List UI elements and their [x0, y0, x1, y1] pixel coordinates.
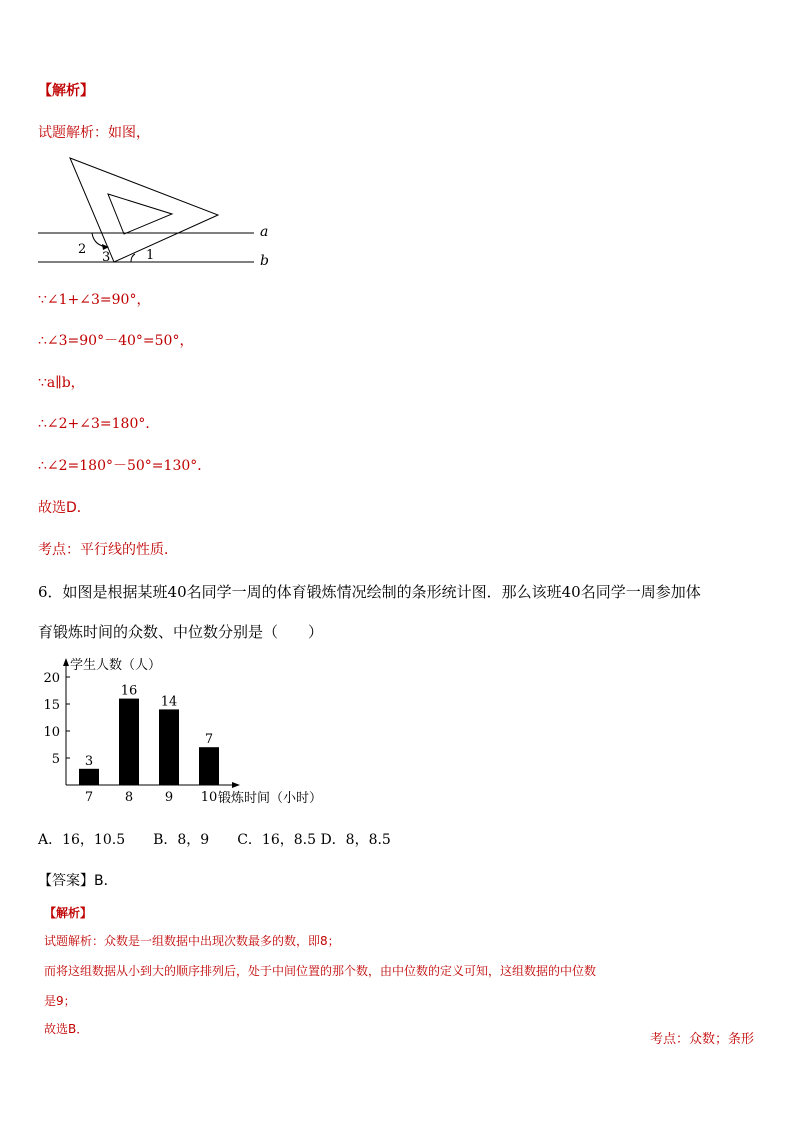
x-tick-label: 7 — [84, 790, 94, 805]
bar-value-label: 3 — [84, 753, 94, 769]
bar-value-label: 14 — [160, 694, 178, 710]
step-3: ∵a∥b， — [38, 375, 85, 391]
x-axis-label: 锻炼时间（小时） — [218, 791, 323, 806]
label-3: 3 — [102, 250, 111, 265]
label-a: a — [260, 224, 269, 240]
step-2: ∴∠3=90°－40°=50°， — [38, 333, 194, 349]
x-tick-label: 8 — [124, 790, 134, 805]
y-tick-label: 15 — [43, 698, 60, 713]
step-1: ∵∠1+∠3=90°， — [38, 292, 151, 308]
bar — [79, 769, 99, 785]
kaodian-line: 考点：平行线的性质． — [38, 542, 178, 558]
y-tick-label: 20 — [43, 671, 60, 686]
choice-line: 故选D． — [38, 500, 91, 516]
y-axis-label: 学生人数（人） — [70, 658, 162, 673]
analysis-2-heading: 【解析】 — [44, 906, 93, 920]
analysis-heading: 【解析】 — [38, 83, 94, 99]
bar — [119, 699, 139, 785]
chart-bars — [79, 699, 219, 785]
analysis-2-line-3: 是9； — [44, 994, 76, 1008]
y-tick-label: 5 — [51, 752, 60, 767]
bar — [199, 747, 219, 785]
step-4: ∴∠2+∠3=180°． — [38, 416, 160, 432]
label-b: b — [260, 253, 269, 268]
label-2: 2 — [78, 242, 87, 257]
label-1: 1 — [146, 248, 155, 263]
angle-1-arc — [131, 254, 135, 262]
question-6-line-2: 育锻炼时间的众数、中位数分别是（ ） — [38, 623, 324, 641]
outer-triangle — [70, 158, 218, 262]
bar-value-label: 7 — [204, 732, 214, 748]
bar-value-label: 16 — [120, 683, 138, 699]
y-axis-arrow — [63, 658, 69, 666]
bar-chart — [38, 652, 338, 812]
bar — [159, 709, 179, 785]
inner-triangle — [108, 194, 172, 234]
parallel-lines-triangle-figure — [36, 150, 276, 268]
answer-options: A．16，10.5 B．8，9 C．16，8.5 D．8，8.5 — [38, 832, 391, 848]
y-tick-label: 10 — [43, 725, 60, 740]
analysis-2-line-1: 试题解析：众数是一组数据中出现次数最多的数，即8； — [44, 934, 340, 948]
answer-line: 【答案】B． — [38, 873, 118, 889]
x-tick-label: 10 — [200, 790, 218, 805]
question-6-line-1: 6．如图是根据某班40名同学一周的体育锻炼情况绘制的条形统计图．那么该班40名同学一周参加体 — [38, 583, 701, 601]
step-5: ∴∠2=180°－50°=130°． — [38, 458, 212, 474]
x-tick-label: 9 — [164, 790, 174, 805]
analysis-intro: 试题解析：如图， — [38, 125, 150, 141]
angle-2-arc — [92, 233, 108, 247]
x-axis-arrow — [232, 782, 240, 788]
analysis-2-choice: 故选B． — [44, 1022, 89, 1036]
kaodian-2: 考点：众数；条形 — [650, 1032, 755, 1047]
analysis-2-line-2: 而将这组数据从小到大的顺序排列后，处于中间位置的那个数，由中位数的定义可知，这组数据的中位数 — [44, 964, 597, 978]
